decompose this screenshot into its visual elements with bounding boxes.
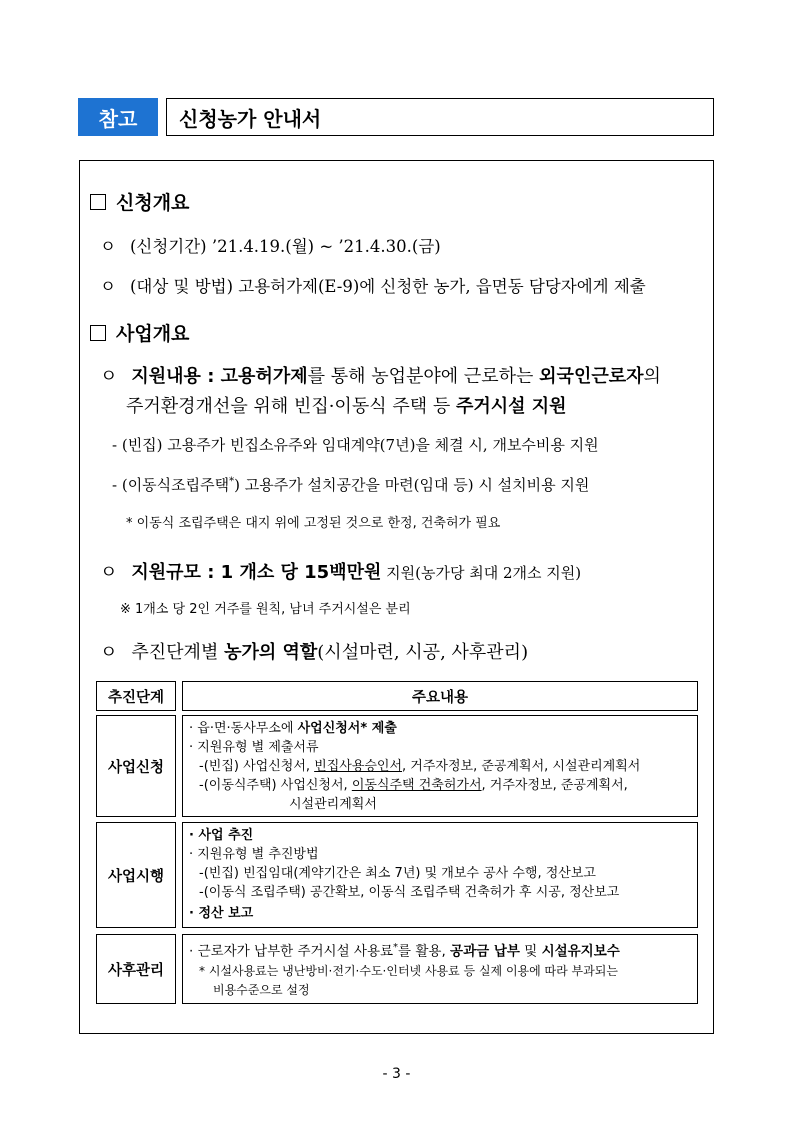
table-header-stage: 추진단계 (96, 681, 176, 711)
section-heading-business: 사업개요 (90, 319, 189, 346)
bullet-target-method: ㅇ (대상 및 방법) 고용허가제(E-9)에 신청한 농가, 읍면동 담당자에게 제출 (100, 277, 646, 296)
checkbox-square-icon (90, 194, 106, 210)
page-number: - 3 - (382, 1066, 411, 1082)
table-stage-execution: 사업시행 (96, 822, 176, 928)
note-occupancy: ※ 1개소 당 2인 거주를 원칙, 남녀 주거시설은 분리 (120, 602, 411, 617)
checkbox-square-icon (90, 325, 106, 341)
table-row: · 사업 추진 · 지원유형 별 추진방법 -(빈집) 빈집임대(계약기간은 최소 7년) 및 개보수 공사 수행, 정산보고 -(이동식 조립주택) 공간확보, 이동식 조립주택 건축허가 후 시공, 정산보고 · 정산 보고 (182, 822, 698, 928)
section-heading-overview: 신청개요 (90, 188, 189, 215)
bullet-support-scale: ㅇ 지원규모 : 1 개소 당 15백만원 지원(농가당 최대 2개소 지원) (100, 562, 582, 583)
detail-mobile-house: - (이동식조립주택*) 고용주가 설치공간을 마련(임대 등) 시 설치비용 지원 (112, 476, 590, 494)
table-header-content: 주요내용 (182, 681, 698, 711)
detail-vacant-house: - (빈집) 고용주가 빈집소유주와 임대계약(7년)을 체결 시, 개보수비용 지원 (112, 436, 599, 454)
bullet-support-content: ㅇ 지원내용 : 고용허가제를 통해 농업분야에 근로하는 외국인근로자의 (100, 366, 661, 387)
table-stage-application: 사업신청 (96, 715, 176, 817)
document-title: 신청농가 안내서 (166, 98, 714, 136)
table-row: · 근로자가 납부한 주거시설 사용료*를 활용, 공과금 납부 및 시설유지보수 * 시설사용료는 냉난방비·전기·수도·인터넷 사용료 등 실제 이용에 따라 부과되는 비용수준으로 설정 (182, 934, 698, 1004)
note-mobile-house: * 이동식 조립주택은 대지 위에 고정된 것으로 한정, 건축허가 필요 (126, 516, 501, 531)
table-stage-aftercare: 사후관리 (96, 934, 176, 1004)
support-content-line2: 주거환경개선을 위해 빈집·이동식 주택 등 주거시설 지원 (126, 396, 567, 417)
bullet-farm-role: ㅇ 추진단계별 농가의 역할(시설마련, 시공, 사후관리) (100, 642, 529, 663)
reference-badge: 참고 (78, 98, 158, 136)
table-row: · 읍·면·동사무소에 사업신청서* 제출 · 지원유형 별 제출서류 -(빈집) 사업신청서, 빈집사용승인서, 거주자정보, 준공계획서, 시설관리계획서 -(이동식주택) 사업신청서, 이동식주택 건축허가서, 거주자정보, 준공계획서, 시설관리계획서 (182, 715, 698, 817)
bullet-application-period: ㅇ (신청기간) ’21.4.19.(월) ~ ’21.4.30.(금) (100, 237, 441, 256)
